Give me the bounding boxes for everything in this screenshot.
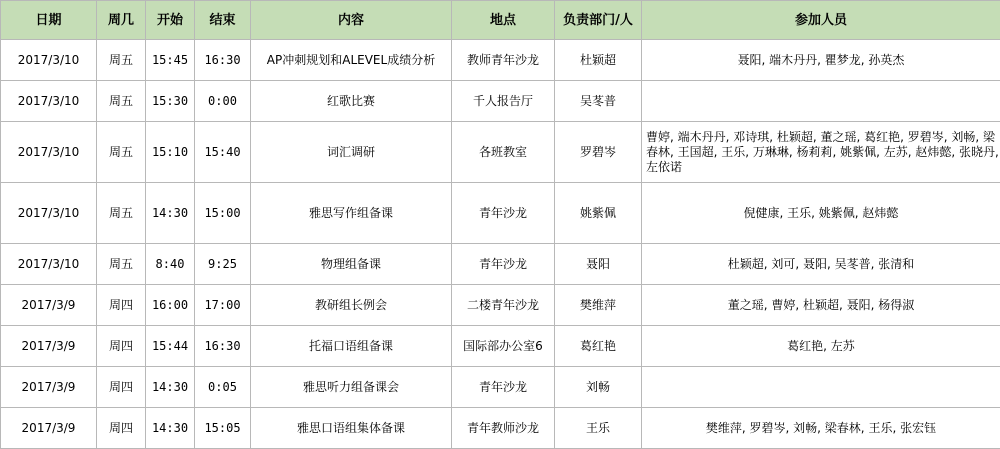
attendees-cell[interactable]: 聂阳, 端木丹丹, 瞿梦龙, 孙英杰 bbox=[642, 40, 1000, 81]
table-row[interactable] bbox=[1, 244, 1000, 285]
date-cell[interactable]: 2017/3/10 bbox=[1, 81, 97, 122]
place-cell[interactable]: 千人报告厅 bbox=[452, 81, 555, 122]
date-cell[interactable]: 2017/3/10 bbox=[1, 40, 97, 81]
content-cell[interactable]: 物理组备课 bbox=[251, 244, 452, 285]
day-cell[interactable]: 周五 bbox=[97, 81, 146, 122]
column-header[interactable]: 开始 bbox=[146, 1, 195, 40]
content-cell[interactable]: 雅思听力组备课会 bbox=[251, 367, 452, 408]
day-cell[interactable]: 周五 bbox=[97, 122, 146, 183]
place-cell[interactable]: 各班教室 bbox=[452, 122, 555, 183]
attendees-cell[interactable]: 董之瑶, 曹婷, 杜颖超, 聂阳, 杨得淑 bbox=[642, 285, 1000, 326]
date-cell[interactable]: 2017/3/10 bbox=[1, 244, 97, 285]
day-cell[interactable]: 周四 bbox=[97, 408, 146, 449]
column-header[interactable]: 负责部门/人 bbox=[555, 1, 642, 40]
owner-cell[interactable]: 姚紫佩 bbox=[555, 183, 642, 244]
day-cell[interactable]: 周五 bbox=[97, 40, 146, 81]
end-cell[interactable]: 17:00 bbox=[195, 285, 251, 326]
attendees-cell[interactable]: 樊维萍, 罗碧岑, 刘畅, 梁春林, 王乐, 张宏钰 bbox=[642, 408, 1000, 449]
date-cell[interactable]: 2017/3/9 bbox=[1, 326, 97, 367]
table-row[interactable] bbox=[1, 183, 1000, 244]
content-cell[interactable]: 红歌比赛 bbox=[251, 81, 452, 122]
owner-cell[interactable]: 樊维萍 bbox=[555, 285, 642, 326]
place-cell[interactable]: 二楼青年沙龙 bbox=[452, 285, 555, 326]
place-cell[interactable]: 青年沙龙 bbox=[452, 367, 555, 408]
column-header[interactable]: 地点 bbox=[452, 1, 555, 40]
owner-cell[interactable]: 吴苳普 bbox=[555, 81, 642, 122]
table-body bbox=[1, 40, 1000, 449]
day-cell[interactable]: 周五 bbox=[97, 244, 146, 285]
start-cell[interactable]: 8:40 bbox=[146, 244, 195, 285]
date-cell[interactable]: 2017/3/9 bbox=[1, 367, 97, 408]
place-cell[interactable]: 国际部办公室6 bbox=[452, 326, 555, 367]
attendees-cell[interactable] bbox=[642, 81, 1000, 122]
end-cell[interactable]: 0:00 bbox=[195, 81, 251, 122]
date-cell[interactable]: 2017/3/10 bbox=[1, 183, 97, 244]
table-row[interactable] bbox=[1, 40, 1000, 81]
owner-cell[interactable]: 罗碧岑 bbox=[555, 122, 642, 183]
owner-cell[interactable]: 葛红艳 bbox=[555, 326, 642, 367]
owner-cell[interactable]: 刘畅 bbox=[555, 367, 642, 408]
end-cell[interactable]: 16:30 bbox=[195, 40, 251, 81]
column-header[interactable]: 参加人员 bbox=[642, 1, 1000, 40]
owner-cell[interactable]: 聂阳 bbox=[555, 244, 642, 285]
attendees-cell[interactable]: 曹婷, 端木丹丹, 邓诗琪, 杜颖超, 董之瑶, 葛红艳, 罗碧岑, 刘畅, 梁春林, 王国超, 王乐, 万琳琳, 杨莉莉, 姚紫佩, 左苏, 赵炜懿, 张晓丹, 左依诺 bbox=[642, 122, 1000, 183]
table-row[interactable] bbox=[1, 285, 1000, 326]
header-row bbox=[1, 1, 1000, 40]
column-header[interactable]: 内容 bbox=[251, 1, 452, 40]
day-cell[interactable]: 周四 bbox=[97, 326, 146, 367]
place-cell[interactable]: 青年沙龙 bbox=[452, 244, 555, 285]
column-header[interactable]: 日期 bbox=[1, 1, 97, 40]
day-cell[interactable]: 周五 bbox=[97, 183, 146, 244]
start-cell[interactable]: 15:44 bbox=[146, 326, 195, 367]
end-cell[interactable]: 0:05 bbox=[195, 367, 251, 408]
content-cell[interactable]: 雅思口语组集体备课 bbox=[251, 408, 452, 449]
place-cell[interactable]: 教师青年沙龙 bbox=[452, 40, 555, 81]
place-cell[interactable]: 青年教师沙龙 bbox=[452, 408, 555, 449]
end-cell[interactable]: 16:30 bbox=[195, 326, 251, 367]
content-cell[interactable]: 雅思写作组备课 bbox=[251, 183, 452, 244]
content-cell[interactable]: 教研组长例会 bbox=[251, 285, 452, 326]
date-cell[interactable]: 2017/3/10 bbox=[1, 122, 97, 183]
start-cell[interactable]: 16:00 bbox=[146, 285, 195, 326]
attendees-cell[interactable] bbox=[642, 367, 1000, 408]
column-header[interactable]: 结束 bbox=[195, 1, 251, 40]
attendees-cell[interactable]: 杜颖超, 刘可, 聂阳, 吴苳普, 张清和 bbox=[642, 244, 1000, 285]
start-cell[interactable]: 14:30 bbox=[146, 367, 195, 408]
end-cell[interactable]: 9:25 bbox=[195, 244, 251, 285]
end-cell[interactable]: 15:40 bbox=[195, 122, 251, 183]
end-cell[interactable]: 15:05 bbox=[195, 408, 251, 449]
start-cell[interactable]: 14:30 bbox=[146, 408, 195, 449]
table-row[interactable] bbox=[1, 81, 1000, 122]
table-row[interactable] bbox=[1, 122, 1000, 183]
start-cell[interactable]: 15:10 bbox=[146, 122, 195, 183]
end-cell[interactable]: 15:00 bbox=[195, 183, 251, 244]
day-cell[interactable]: 周四 bbox=[97, 367, 146, 408]
owner-cell[interactable]: 杜颖超 bbox=[555, 40, 642, 81]
start-cell[interactable]: 14:30 bbox=[146, 183, 195, 244]
table-row[interactable] bbox=[1, 408, 1000, 449]
content-cell[interactable]: AP冲刺规划和ALEVEL成绩分析 bbox=[251, 40, 452, 81]
content-cell[interactable]: 托福口语组备课 bbox=[251, 326, 452, 367]
table-row[interactable] bbox=[1, 367, 1000, 408]
place-cell[interactable]: 青年沙龙 bbox=[452, 183, 555, 244]
owner-cell[interactable]: 王乐 bbox=[555, 408, 642, 449]
start-cell[interactable]: 15:30 bbox=[146, 81, 195, 122]
table-row[interactable] bbox=[1, 326, 1000, 367]
start-cell[interactable]: 15:45 bbox=[146, 40, 195, 81]
day-cell[interactable]: 周四 bbox=[97, 285, 146, 326]
attendees-cell[interactable]: 葛红艳, 左苏 bbox=[642, 326, 1000, 367]
attendees-cell[interactable]: 倪健康, 王乐, 姚紫佩, 赵炜懿 bbox=[642, 183, 1000, 244]
date-cell[interactable]: 2017/3/9 bbox=[1, 285, 97, 326]
column-header[interactable]: 周几 bbox=[97, 1, 146, 40]
content-cell[interactable]: 词汇调研 bbox=[251, 122, 452, 183]
date-cell[interactable]: 2017/3/9 bbox=[1, 408, 97, 449]
